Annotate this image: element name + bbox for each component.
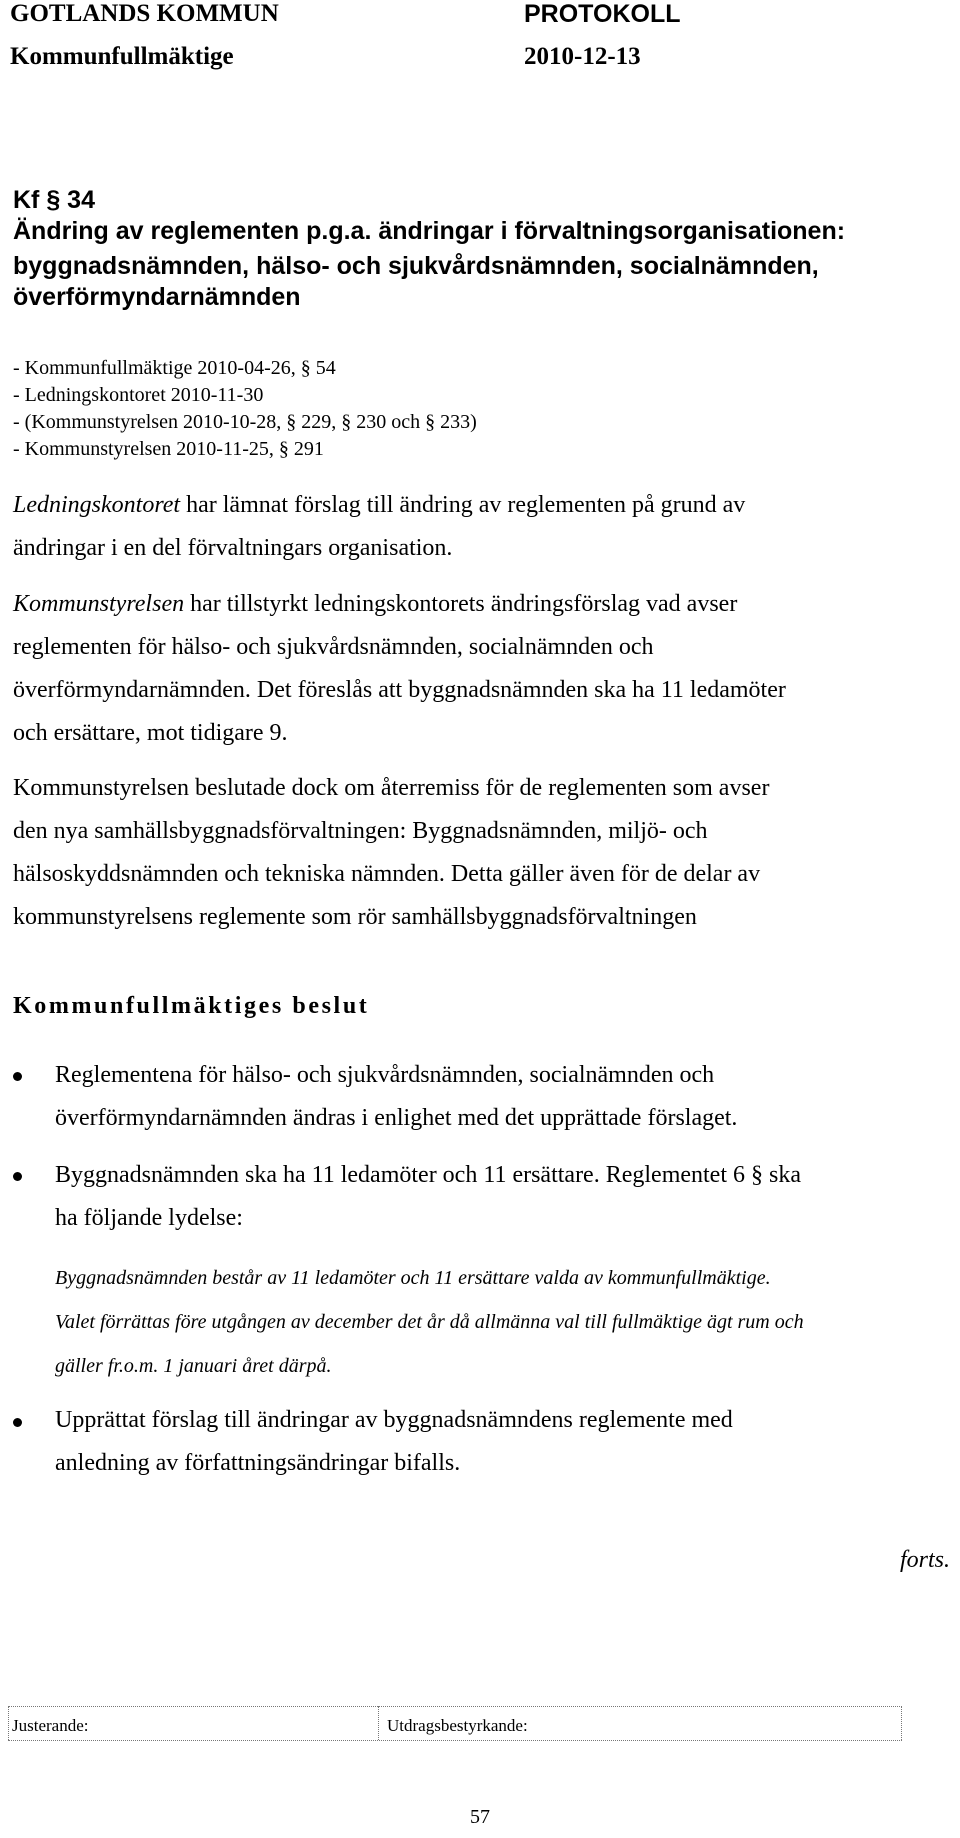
page-number: 57: [470, 1806, 490, 1828]
bullet-3-line-1: Upprättat förslag till ändringar av byggnadsnämndens reglemente med: [55, 1407, 733, 1433]
reference-line: - Kommunfullmäktige 2010-04-26, § 54: [13, 357, 336, 379]
paragraph-3-line-3: hälsoskyddsnämnden och tekniska nämnden. Detta gäller även för de delar av: [13, 861, 761, 887]
ledningskontoret-emphasis: Ledningskontoret: [13, 492, 181, 518]
org-name: GOTLANDS KOMMUN: [10, 0, 279, 27]
utdragsbestyrkande-label: Utdragsbestyrkande:: [387, 1716, 528, 1735]
bullet-1-line-2: överförmyndarnämnden ändras i enlighet med det upprättade förslaget.: [55, 1105, 738, 1131]
section-title-line-1: Ändring av reglementen p.g.a. ändringar i förvaltningsorganisationen:: [13, 217, 846, 245]
paragraph-2-text: har tillstyrkt ledningskontorets ändringsförslag vad avser: [184, 591, 738, 617]
justerande-label: Justerande:: [12, 1716, 89, 1735]
meeting-date: 2010-12-13: [524, 43, 641, 70]
footer-box-left-border: [8, 1706, 9, 1740]
bullet-2-line-1: Byggnadsnämnden ska ha 11 ledamöter och 11 ersättare. Reglementet 6 § ska: [55, 1162, 801, 1188]
footer-box-right-border: [901, 1706, 902, 1740]
paragraph-2-line-4: och ersättare, mot tidigare 9.: [13, 720, 288, 746]
regulation-quote-line-2: Valet förrättas före utgången av december det år då allmänna val till fullmäktige ägt rum och: [55, 1311, 804, 1333]
bullet-3-line-2: anledning av författningsändringar bifalls.: [55, 1450, 461, 1476]
regulation-quote-line-1: Byggnadsnämnden består av 11 ledamöter och 11 ersättare valda av kommunfullmäktige.: [55, 1267, 771, 1289]
bullet-1-line-1: Reglementena för hälso- och sjukvårdsnämnden, socialnämnden och: [55, 1062, 715, 1088]
footer-box-divider: [378, 1706, 379, 1740]
bullet-dot-icon: [13, 1072, 22, 1081]
footer-bottom-rule: [8, 1740, 902, 1741]
paragraph-2-line-3: överförmyndarnämnden. Det föreslås att byggnadsnämnden ska ha 11 ledamöter: [13, 677, 786, 703]
paragraph-3-line-4: kommunstyrelsens reglemente som rör samhällsbyggnadsförvaltningen: [13, 904, 697, 930]
paragraph-1-line-1: [13, 484, 745, 527]
paragraph-3-line-1: Kommunstyrelsen beslutade dock om återremiss för de reglementen som avser: [13, 775, 770, 801]
reference-line: - Ledningskontoret 2010-11-30: [13, 384, 264, 406]
decision-heading: Kommunfullmäktiges beslut: [13, 993, 370, 1019]
section-title-line-2: byggnadsnämnden, hälso- och sjukvårdsnämnden, socialnämnden,: [13, 252, 819, 280]
body-name: Kommunfullmäktige: [10, 43, 234, 70]
paragraph-3-line-2: den nya samhällsbyggnadsförvaltningen: Byggnadsnämnden, miljö- och: [13, 818, 708, 844]
section-number: Kf § 34: [13, 186, 95, 214]
bullet-2-line-2: ha följande lydelse:: [55, 1205, 243, 1231]
bullet-dot-icon: [13, 1172, 22, 1181]
continued-marker: forts.: [899, 1547, 950, 1573]
bullet-dot-icon: [13, 1418, 22, 1427]
reference-line: - Kommunstyrelsen 2010-11-25, § 291: [13, 438, 324, 460]
section-title-line-3: överförmyndarnämnden: [13, 283, 301, 311]
footer-top-rule: [8, 1706, 902, 1707]
paragraph-1-text: har lämnat förslag till ändring av reglementen på grund av: [180, 492, 746, 518]
paragraph-2-line-2: reglementen för hälso- och sjukvårdsnämnden, socialnämnden och: [13, 634, 654, 660]
document-type: PROTOKOLL: [524, 0, 681, 28]
regulation-quote-line-3: gäller fr.o.m. 1 januari året därpå.: [55, 1355, 332, 1377]
kommunstyrelsen-emphasis: Kommunstyrelsen: [13, 591, 185, 617]
reference-line: - (Kommunstyrelsen 2010-10-28, § 229, § 230 och § 233): [13, 411, 477, 433]
paragraph-1-line-2: ändringar i en del förvaltningars organisation.: [13, 535, 453, 561]
paragraph-2-line-1: [13, 583, 737, 626]
